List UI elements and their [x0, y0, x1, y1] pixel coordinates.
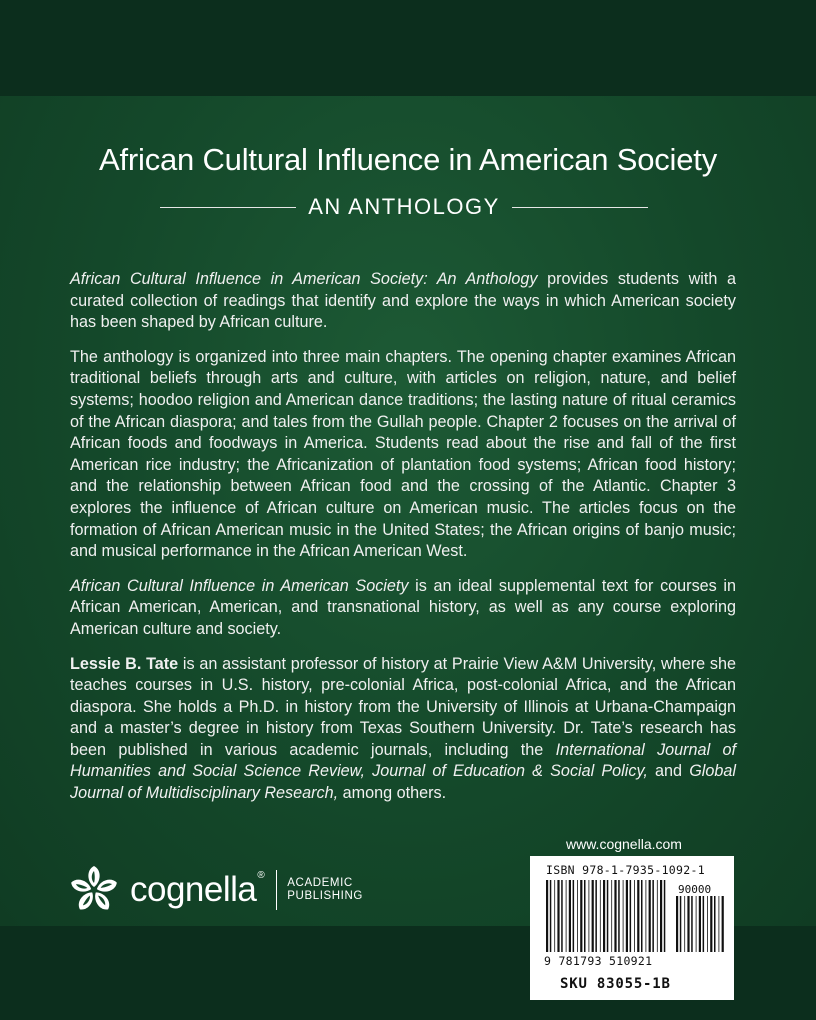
barcode-bar	[652, 880, 654, 952]
barcode-bar	[577, 880, 578, 952]
title-italic: African Cultural Influence in American Society	[70, 576, 409, 595]
barcode-bar	[595, 880, 597, 952]
barcode-bar	[600, 880, 601, 952]
barcode-bar	[592, 880, 594, 952]
barcode	[544, 878, 724, 954]
publisher-logo	[68, 860, 363, 920]
book-title: African Cultural Influence in American Society	[99, 142, 717, 177]
barcode-bar	[691, 896, 693, 952]
barcode-bar	[687, 896, 689, 952]
barcode-bar	[646, 880, 647, 952]
barcode-bar	[641, 880, 643, 952]
barcode-bar	[580, 880, 582, 952]
cognella-flower-icon	[68, 864, 120, 916]
barcode-bar	[722, 896, 724, 952]
subtitle-rule-left	[160, 207, 296, 208]
barcode-bar	[699, 896, 701, 952]
sku-label: SKU 83055-1B	[560, 976, 671, 992]
barcode-bar	[611, 880, 612, 952]
barcode-bar	[614, 880, 616, 952]
logo-sub-line-1: ACADEMIC	[287, 877, 353, 889]
barcode-box	[530, 856, 734, 1000]
barcode-bar	[634, 880, 635, 952]
barcode-bar	[664, 880, 666, 952]
author-bio	[70, 654, 736, 805]
barcode-bar	[710, 896, 712, 952]
barcode-bar	[696, 896, 697, 952]
barcode-bar	[707, 896, 708, 952]
barcode-bar	[626, 880, 628, 952]
barcode-bar	[660, 880, 662, 952]
bio-text: among others.	[338, 784, 447, 803]
barcode-bar	[554, 880, 555, 952]
bio-text: and	[647, 762, 690, 781]
journal-names: International Journal of Humanities and Social Science Review, Journal of Education & Social Policy,	[70, 740, 736, 781]
top-band	[0, 0, 816, 96]
logo-divider	[276, 870, 277, 910]
logo-word: cognella	[130, 870, 257, 909]
price-code: 90000	[678, 883, 712, 896]
logo-subtitle	[287, 877, 363, 903]
barcode-bar	[637, 880, 639, 952]
isbn-label: ISBN 978-1-7935-1092-1	[546, 863, 705, 877]
barcode-bar	[649, 880, 651, 952]
subtitle-rule-right	[512, 207, 648, 208]
title-italic: African Cultural Influence in American Society: An Anthology	[70, 270, 538, 288]
logo-wordmark	[130, 870, 264, 910]
bio-text: is an assistant professor of history at Prairie View A&M University, where she teaches courses in U.S. history, pre-colonial Africa, post-colonial Africa, and the African diaspora. She holds a Ph.D. in history from the University of Illinois at Urbana-Champaign and a master’s degree in history from Texas Southern University. Dr. Tate’s research has been published in various academic journals, including the	[70, 654, 736, 759]
subtitle-row	[160, 193, 648, 221]
barcode-bar	[623, 880, 624, 952]
barcode-bar	[546, 880, 548, 952]
barcode-bar	[630, 880, 632, 952]
description-text: provides students with a curated collection of readings that identify and explore the ways in which American society has been shaped by African culture.	[70, 270, 736, 332]
barcode-bar	[703, 896, 705, 952]
description-paragraph-3	[70, 576, 736, 641]
description-paragraph-2: The anthology is organized into three main chapters. The opening chapter examines African traditional beliefs through arts and culture, with articles on religion, nature, and belief systems; hoodoo religion and American dance traditions; the lasting nature of ritual ceramics of the African diaspora; and tales from the Gullah people. Chapter 2 focuses on the arrival of African foods and foodways in America. Students read about the rise and fall of the first American rice industry; the Africanization of plantation food systems; African food history; and the relationship between African food and the crossing of the Atlantic. Chapter 3 explores the influence of African culture on American music. The articles focus on the formation of African American music in the United States; the African origins of banjo music; and musical performance in the African American West.	[70, 347, 736, 561]
author-name: Lessie B. Tate	[70, 654, 179, 673]
barcode-bar	[680, 896, 682, 952]
barcode-bar	[714, 896, 716, 952]
book-subtitle: AN ANTHOLOGY	[308, 194, 500, 219]
barcode-bar	[561, 880, 563, 952]
back-cover-copy	[70, 269, 736, 818]
barcode-bar	[676, 896, 678, 952]
barcode-bar	[573, 880, 575, 952]
logo-trademark: ®	[257, 870, 265, 881]
barcode-bar	[589, 880, 590, 952]
barcode-bar	[618, 880, 620, 952]
barcode-bar	[603, 880, 605, 952]
barcode-bar	[684, 896, 685, 952]
description-text: is an ideal supplemental text for courses in African American, American, and transnational history, as well as any course exploring American culture and society.	[70, 576, 736, 638]
description-paragraph-1	[70, 269, 736, 334]
barcode-bar	[607, 880, 609, 952]
barcode-bar	[719, 896, 720, 952]
barcode-bar	[557, 880, 559, 952]
publisher-website: www.cognella.com	[566, 836, 682, 852]
journal-names: Global Journal of Multidisciplinary Research,	[70, 762, 736, 803]
barcode-bar	[569, 880, 571, 952]
barcode-bar	[584, 880, 586, 952]
barcode-digits: 9 781793 510921	[544, 954, 653, 968]
barcode-bar	[566, 880, 567, 952]
barcode-bar	[657, 880, 658, 952]
barcode-bar	[550, 880, 552, 952]
logo-sub-line-2: PUBLISHING	[287, 890, 363, 902]
